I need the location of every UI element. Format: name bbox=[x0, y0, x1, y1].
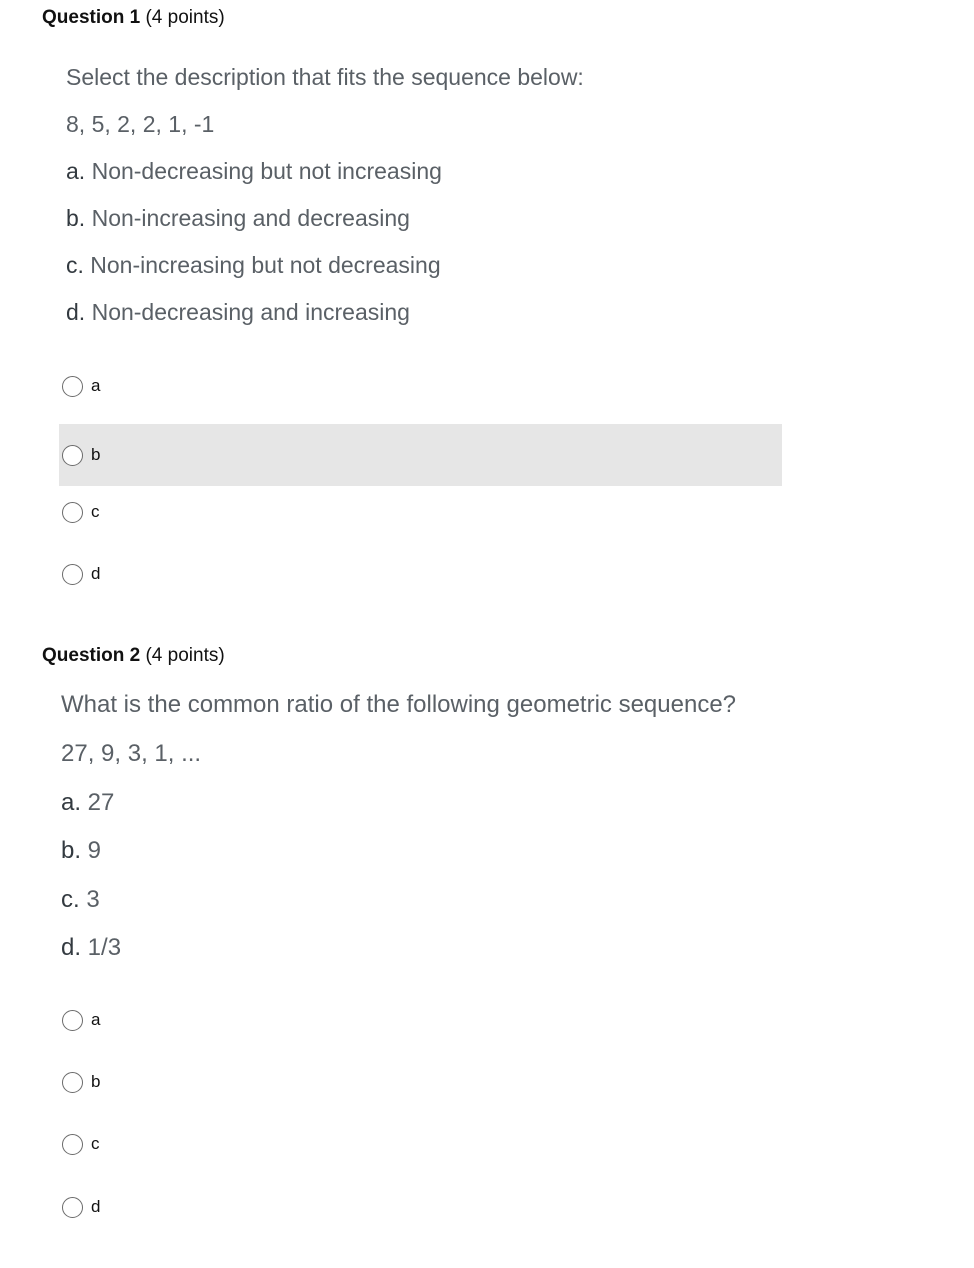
choice-label: d bbox=[91, 1197, 101, 1216]
option-letter: b. bbox=[61, 837, 82, 864]
radio-button-icon[interactable] bbox=[62, 1197, 83, 1218]
question-1-points: (4 points) bbox=[145, 7, 225, 28]
radio-button-icon[interactable] bbox=[62, 1072, 83, 1093]
radio-button-icon[interactable] bbox=[62, 376, 83, 397]
question-1-option-b bbox=[66, 205, 410, 232]
option-text: Non-increasing and decreasing bbox=[85, 205, 410, 231]
question-1-prompt: Select the description that fits the sequence below: bbox=[66, 64, 584, 90]
option-text: 3 bbox=[79, 886, 100, 913]
option-letter: a. bbox=[66, 158, 86, 184]
choice-label: c bbox=[91, 1134, 100, 1153]
question-2-sequence: 27, 9, 3, 1, ... bbox=[61, 740, 202, 767]
option-text: 9 bbox=[81, 837, 102, 864]
question-2-option-a bbox=[61, 789, 114, 817]
choice-label: d bbox=[91, 564, 101, 583]
option-text: 1/3 bbox=[81, 934, 122, 961]
choice-label: a bbox=[91, 376, 101, 395]
question-1-choice-d[interactable] bbox=[59, 543, 782, 605]
question-1-choice-b[interactable] bbox=[59, 424, 782, 486]
question-1-choice-c[interactable] bbox=[59, 481, 782, 543]
choice-label: b bbox=[91, 1072, 101, 1091]
choice-label: a bbox=[91, 1010, 101, 1029]
option-letter: d. bbox=[61, 934, 82, 961]
question-2-option-b bbox=[61, 837, 101, 865]
choice-label: b bbox=[91, 445, 101, 464]
question-1-option-c bbox=[66, 252, 441, 279]
question-1-sequence: 8, 5, 2, 2, 1, -1 bbox=[66, 111, 215, 137]
radio-button-icon[interactable] bbox=[62, 445, 83, 466]
question-1-option-d bbox=[66, 299, 410, 326]
choice-label: c bbox=[91, 502, 100, 521]
question-2-choice-b[interactable] bbox=[59, 1051, 782, 1113]
radio-button-icon[interactable] bbox=[62, 1010, 83, 1031]
question-2-title: Question 2 bbox=[42, 645, 141, 666]
radio-button-icon[interactable] bbox=[62, 1134, 83, 1155]
question-2-points: (4 points) bbox=[145, 645, 225, 666]
question-2-choice-a[interactable] bbox=[59, 989, 782, 1051]
question-2-choice-c[interactable] bbox=[59, 1113, 782, 1175]
option-letter: a. bbox=[61, 789, 82, 816]
option-letter: c. bbox=[66, 252, 84, 278]
question-2-header bbox=[42, 645, 225, 667]
question-2-choice-d[interactable] bbox=[59, 1176, 782, 1238]
option-letter: d. bbox=[66, 299, 86, 325]
option-text: 27 bbox=[81, 789, 115, 816]
option-letter: b. bbox=[66, 205, 86, 231]
question-1-title: Question 1 bbox=[42, 7, 141, 28]
question-2-option-c bbox=[61, 886, 100, 914]
option-text: Non-decreasing but not increasing bbox=[85, 158, 442, 184]
option-text: Non-increasing but not decreasing bbox=[83, 252, 441, 278]
question-1-option-a bbox=[66, 158, 442, 185]
question-1-header bbox=[42, 7, 225, 29]
radio-button-icon[interactable] bbox=[62, 502, 83, 523]
option-letter: c. bbox=[61, 886, 80, 913]
radio-button-icon[interactable] bbox=[62, 564, 83, 585]
option-text: Non-decreasing and increasing bbox=[85, 299, 410, 325]
question-1-choice-a[interactable] bbox=[59, 355, 782, 417]
question-2-prompt: What is the common ratio of the following geometric sequence? bbox=[61, 691, 737, 718]
question-2-option-d bbox=[61, 934, 121, 962]
